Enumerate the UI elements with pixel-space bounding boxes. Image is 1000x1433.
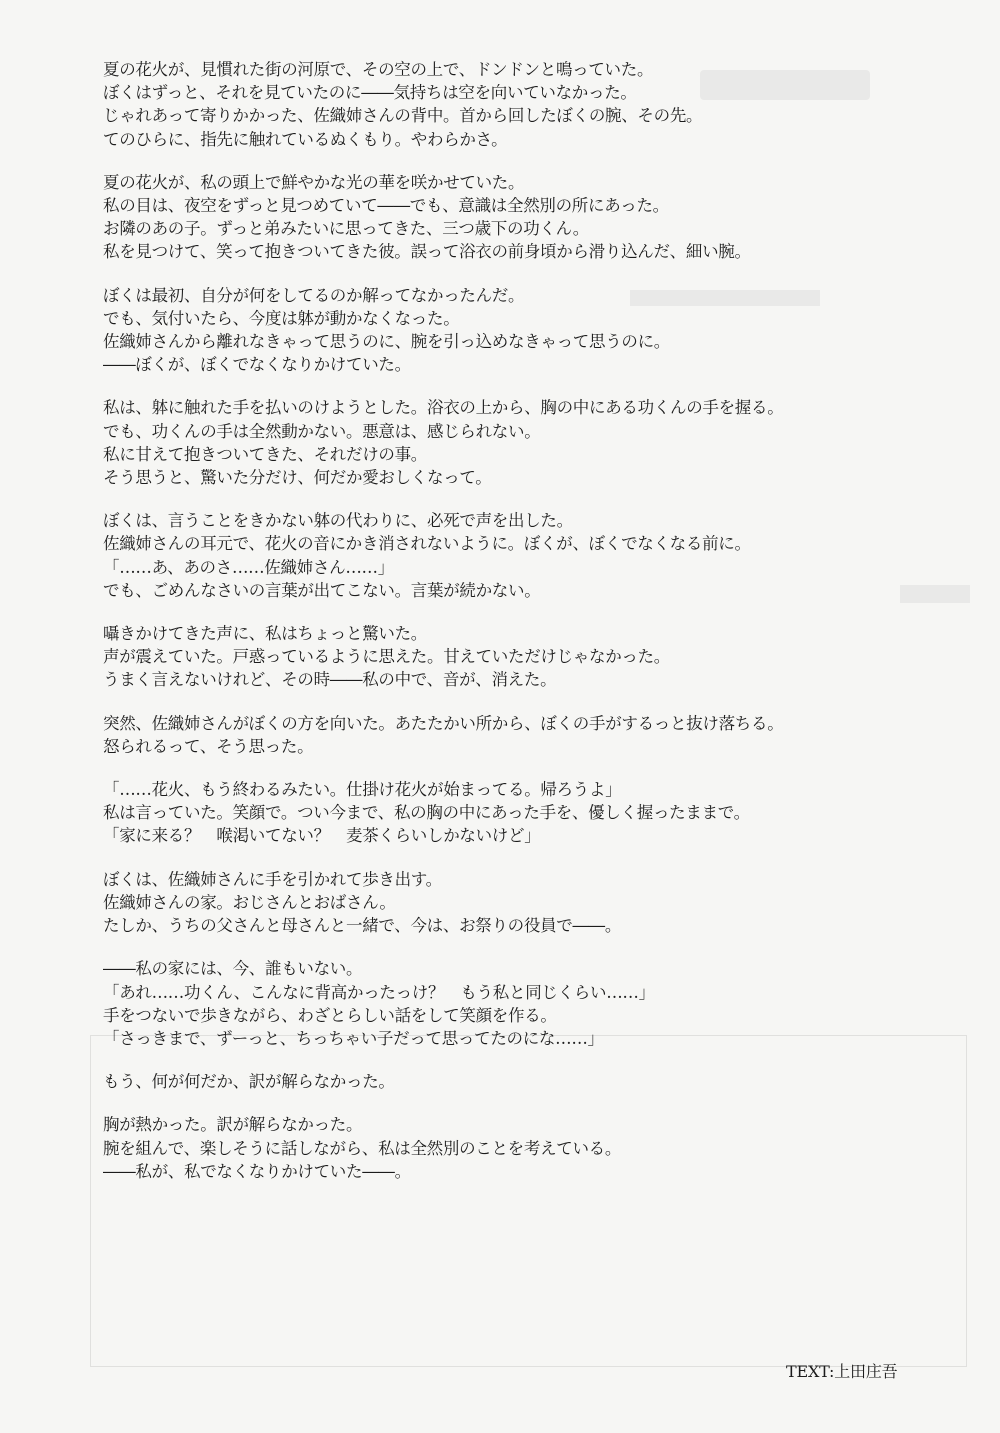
paragraph (103, 1113, 933, 1183)
text-line: ぼくはずっと、それを見ていたのに――気持ちは空を向いていなかった。 (103, 83, 637, 103)
paragraph (103, 171, 933, 264)
author-credit: TEXT:上田庄吾 (786, 1362, 898, 1381)
text-line: 佐織姉さんの耳元で、花火の音にかき消されないように。ぼくが、ぼくでなくなる前に。 (103, 534, 751, 554)
text-line: ぼくは、言うことをきかない躰の代わりに、必死で声を出した。 (103, 511, 573, 531)
text-line: 私の目は、夜空をずっと見つめていて――でも、意識は全然別の所にあった。 (103, 196, 669, 216)
text-line: もう、何が何だか、訳が解らなかった。 (103, 1072, 395, 1092)
text-line: 怒られるって、そう思った。 (103, 736, 314, 756)
text-line: 私に甘えて抱きついてきた、それだけの事。 (103, 444, 428, 464)
paragraph (103, 284, 933, 377)
paragraph (103, 58, 933, 151)
text-line: 腕を組んで、楽しそうに話しながら、私は全然別のことを考えている。 (103, 1138, 622, 1158)
text-line: ――私が、私でなくなりかけていた――。 (103, 1161, 411, 1181)
text-line: 「あれ……功くん、こんなに背高かったっけ？ もう私と同じくらい……」 (103, 982, 655, 1002)
text-line: そう思うと、驚いた分だけ、何だか愛おしくなって。 (103, 468, 492, 488)
paragraph (103, 868, 933, 938)
text-line: お隣のあの子。ずっと弟みたいに思ってきた、三つ歳下の功くん。 (103, 219, 590, 239)
text-line: 私は言っていた。笑顔で。つい今まで、私の胸の中にあった手を、優しく握ったままで。 (103, 803, 750, 823)
text-line: でも、ごめんなさいの言葉が出てこない。言葉が続かない。 (103, 580, 541, 600)
text-line: てのひらに、指先に触れているぬくもり。やわらかさ。 (103, 129, 508, 149)
text-line: 「……あ、あのさ……佐織姉さん……」 (103, 557, 394, 577)
text-line: じゃれあって寄りかかった、佐織姉さんの背中。首から回したぼくの腕、その先。 (103, 106, 703, 126)
text-line: 突然、佐織姉さんがぼくの方を向いた。あたたかい所から、ぼくの手がするっと抜け落ちる。 (103, 713, 784, 733)
text-line: ぼくは、佐織姉さんに手を引かれて歩き出す。 (103, 869, 442, 889)
paragraph (103, 1070, 933, 1093)
text-line: ――ぼくが、ぼくでなくなりかけていた。 (103, 355, 411, 375)
text-line: 「……花火、もう終わるみたい。仕掛け花火が始まってる。帰ろうよ」 (103, 780, 622, 800)
text-line: たしか、うちの父さんと母さんと一緒で、今は、お祭りの役員で――。 (103, 916, 622, 936)
paragraph (103, 622, 933, 692)
text-line: 声が震えていた。戸惑っているように思えた。甘えていただけじゃなかった。 (103, 647, 671, 667)
text-line: 夏の花火が、私の頭上で鮮やかな光の華を咲かせていた。 (103, 172, 525, 192)
text-line: 佐織姉さんの家。おじさんとおばさん。 (103, 892, 396, 912)
text-line: 私は、躰に触れた手を払いのけようとした。浴衣の上から、胸の中にある功くんの手を握る。 (103, 398, 784, 418)
text-line: 「家に来る？ 喉渇いてない？ 麦茶くらいしかないけど」 (103, 826, 541, 846)
text-line: 佐織姉さんから離れなきゃって思うのに、腕を引っ込めなきゃって思うのに。 (103, 332, 671, 352)
text-line: うまく言えないけれど、その時――私の中で、音が、消えた。 (103, 670, 557, 690)
text-line: でも、功くんの手は全然動かない。悪意は、感じられない。 (103, 421, 541, 441)
text-line: ぼくは最初、自分が何をしてるのか解ってなかったんだ。 (103, 285, 525, 305)
text-line: 囁きかけてきた声に、私はちょっと驚いた。 (103, 624, 428, 644)
text-line: 夏の花火が、見慣れた街の河原で、その空の上で、ドンドンと鳴っていた。 (103, 60, 654, 79)
paragraph (103, 778, 933, 848)
paragraph (103, 712, 933, 758)
text-line: ――私の家には、今、誰もいない。 (103, 959, 363, 979)
paragraph (103, 509, 933, 602)
paragraph (103, 396, 933, 489)
text-line: でも、気付いたら、今度は躰が動かなくなった。 (103, 308, 460, 328)
paragraph (103, 957, 933, 1050)
text-line: 手をつないで歩きながら、わざとらしい話をして笑顔を作る。 (103, 1005, 557, 1025)
text-line: 私を見つけて、笑って抱きついてきた彼。誤って浴衣の前身頃から滑り込んだ、細い腕。 (103, 242, 751, 262)
story-text (103, 58, 933, 1203)
text-line: 「さっきまで、ずーっと、ちっちゃい子だって思ってたのにな……」 (103, 1028, 604, 1048)
text-line: 胸が熱かった。訳が解らなかった。 (103, 1115, 363, 1135)
